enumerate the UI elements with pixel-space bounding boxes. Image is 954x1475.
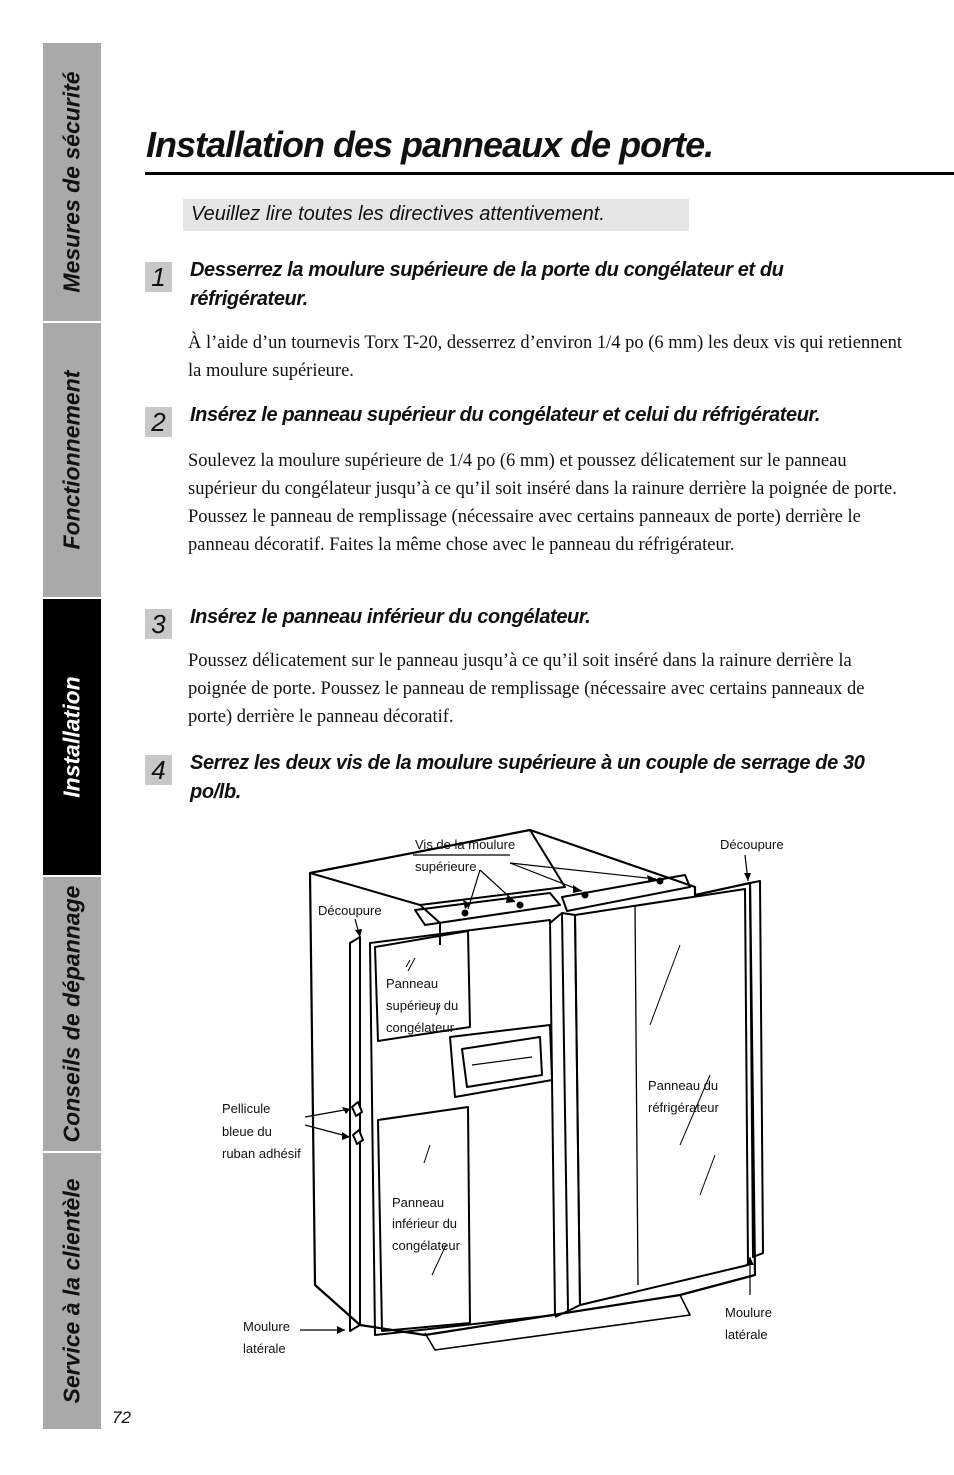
- step-body: Soulevez la moulure supérieure de 1/4 po (6 mm) et poussez délicatement sur le panneau supérieur du congélateur jusqu’à ce qu’il soit inséré dans la rainure derrière la poignée de porte. Poussez le panneau de remplissage (nécessaire avec certains panneaux de porte) derrière le panneau décoratif. Faites la même chose avec le panneau du réfrigérateur.: [188, 451, 897, 555]
- label-fridge-panel: Panneau du: [648, 1078, 719, 1093]
- step-number: 2: [145, 407, 172, 437]
- step-title: Serrez les deux vis de la moulure supérieure à un couple de serrage de 30 po/lb.: [190, 752, 865, 803]
- tab-label: Mesures de sécurité: [58, 71, 85, 293]
- label-screws: Vis de la moulure: [415, 837, 516, 852]
- step-title: Insérez le panneau inférieur du congélateur.: [190, 606, 591, 628]
- step-number: 1: [145, 262, 172, 292]
- label-side-trim-right: Moulure: [725, 1305, 772, 1320]
- tab-label: Fonctionnement: [58, 370, 85, 550]
- label-upper-freezer-panel: supérieur du: [386, 998, 459, 1013]
- tab-fonctionnement[interactable]: [43, 323, 101, 599]
- label-blue-film: bleue du: [222, 1124, 272, 1139]
- refrigerator-diagram: [210, 825, 790, 1365]
- label-cutout-left: Découpure: [318, 903, 382, 918]
- label-lower-freezer-panel: congélateur: [392, 1238, 460, 1253]
- intro-note: Veuillez lire toutes les directives attentivement.: [183, 199, 689, 231]
- step-body: Poussez délicatement sur le panneau jusqu’à ce qu’il soit inséré dans la rainure derrière la poignée de porte. Poussez le panneau de remplissage (nécessaire avec certains panneaux de porte) derrière le panneau décoratif.: [188, 651, 865, 727]
- tab-label: Service à la clientèle: [58, 1178, 85, 1404]
- tab-label: Conseils de dépannage: [58, 885, 85, 1143]
- tab-service-a-la-clientele[interactable]: [43, 1153, 101, 1431]
- step-title: Insérez le panneau supérieur du congélateur et celui du réfrigérateur.: [190, 404, 820, 426]
- label-blue-film: Pellicule: [222, 1101, 271, 1116]
- tab-label: Installation: [58, 676, 85, 798]
- label-screws: supérieure: [415, 859, 477, 874]
- tab-mesures-de-securite[interactable]: [43, 43, 101, 323]
- step-number: 3: [145, 609, 172, 639]
- label-fridge-panel: réfrigérateur: [648, 1100, 719, 1115]
- step-number: 4: [145, 755, 172, 785]
- label-cutout-right: Découpure: [720, 837, 784, 852]
- label-blue-film: ruban adhésif: [222, 1146, 301, 1161]
- step-body: À l’aide d’un tournevis Torx T-20, desserrez d’environ 1/4 po (6 mm) les deux vis qui retiennent la moulure supérieure.: [188, 333, 903, 381]
- label-side-trim-left: Moulure: [243, 1319, 290, 1334]
- label-side-trim-left: latérale: [243, 1341, 286, 1356]
- label-upper-freezer-panel: congélateur: [386, 1020, 454, 1035]
- label-side-trim-right: latérale: [725, 1327, 768, 1342]
- label-lower-freezer-panel: inférieur du: [392, 1216, 458, 1231]
- step-title: Desserrez la moulure supérieure de la porte du congélateur et du réfrigérateur.: [190, 259, 784, 310]
- title-rule: [145, 172, 954, 175]
- page-number: 72: [112, 1408, 131, 1427]
- page-title: Installation des panneaux de porte.: [146, 124, 714, 165]
- label-upper-freezer-panel: Panneau: [386, 976, 439, 991]
- tab-conseils-de-depannage[interactable]: [43, 877, 101, 1153]
- tab-installation[interactable]: [43, 599, 101, 877]
- label-lower-freezer-panel: Panneau: [392, 1195, 445, 1210]
